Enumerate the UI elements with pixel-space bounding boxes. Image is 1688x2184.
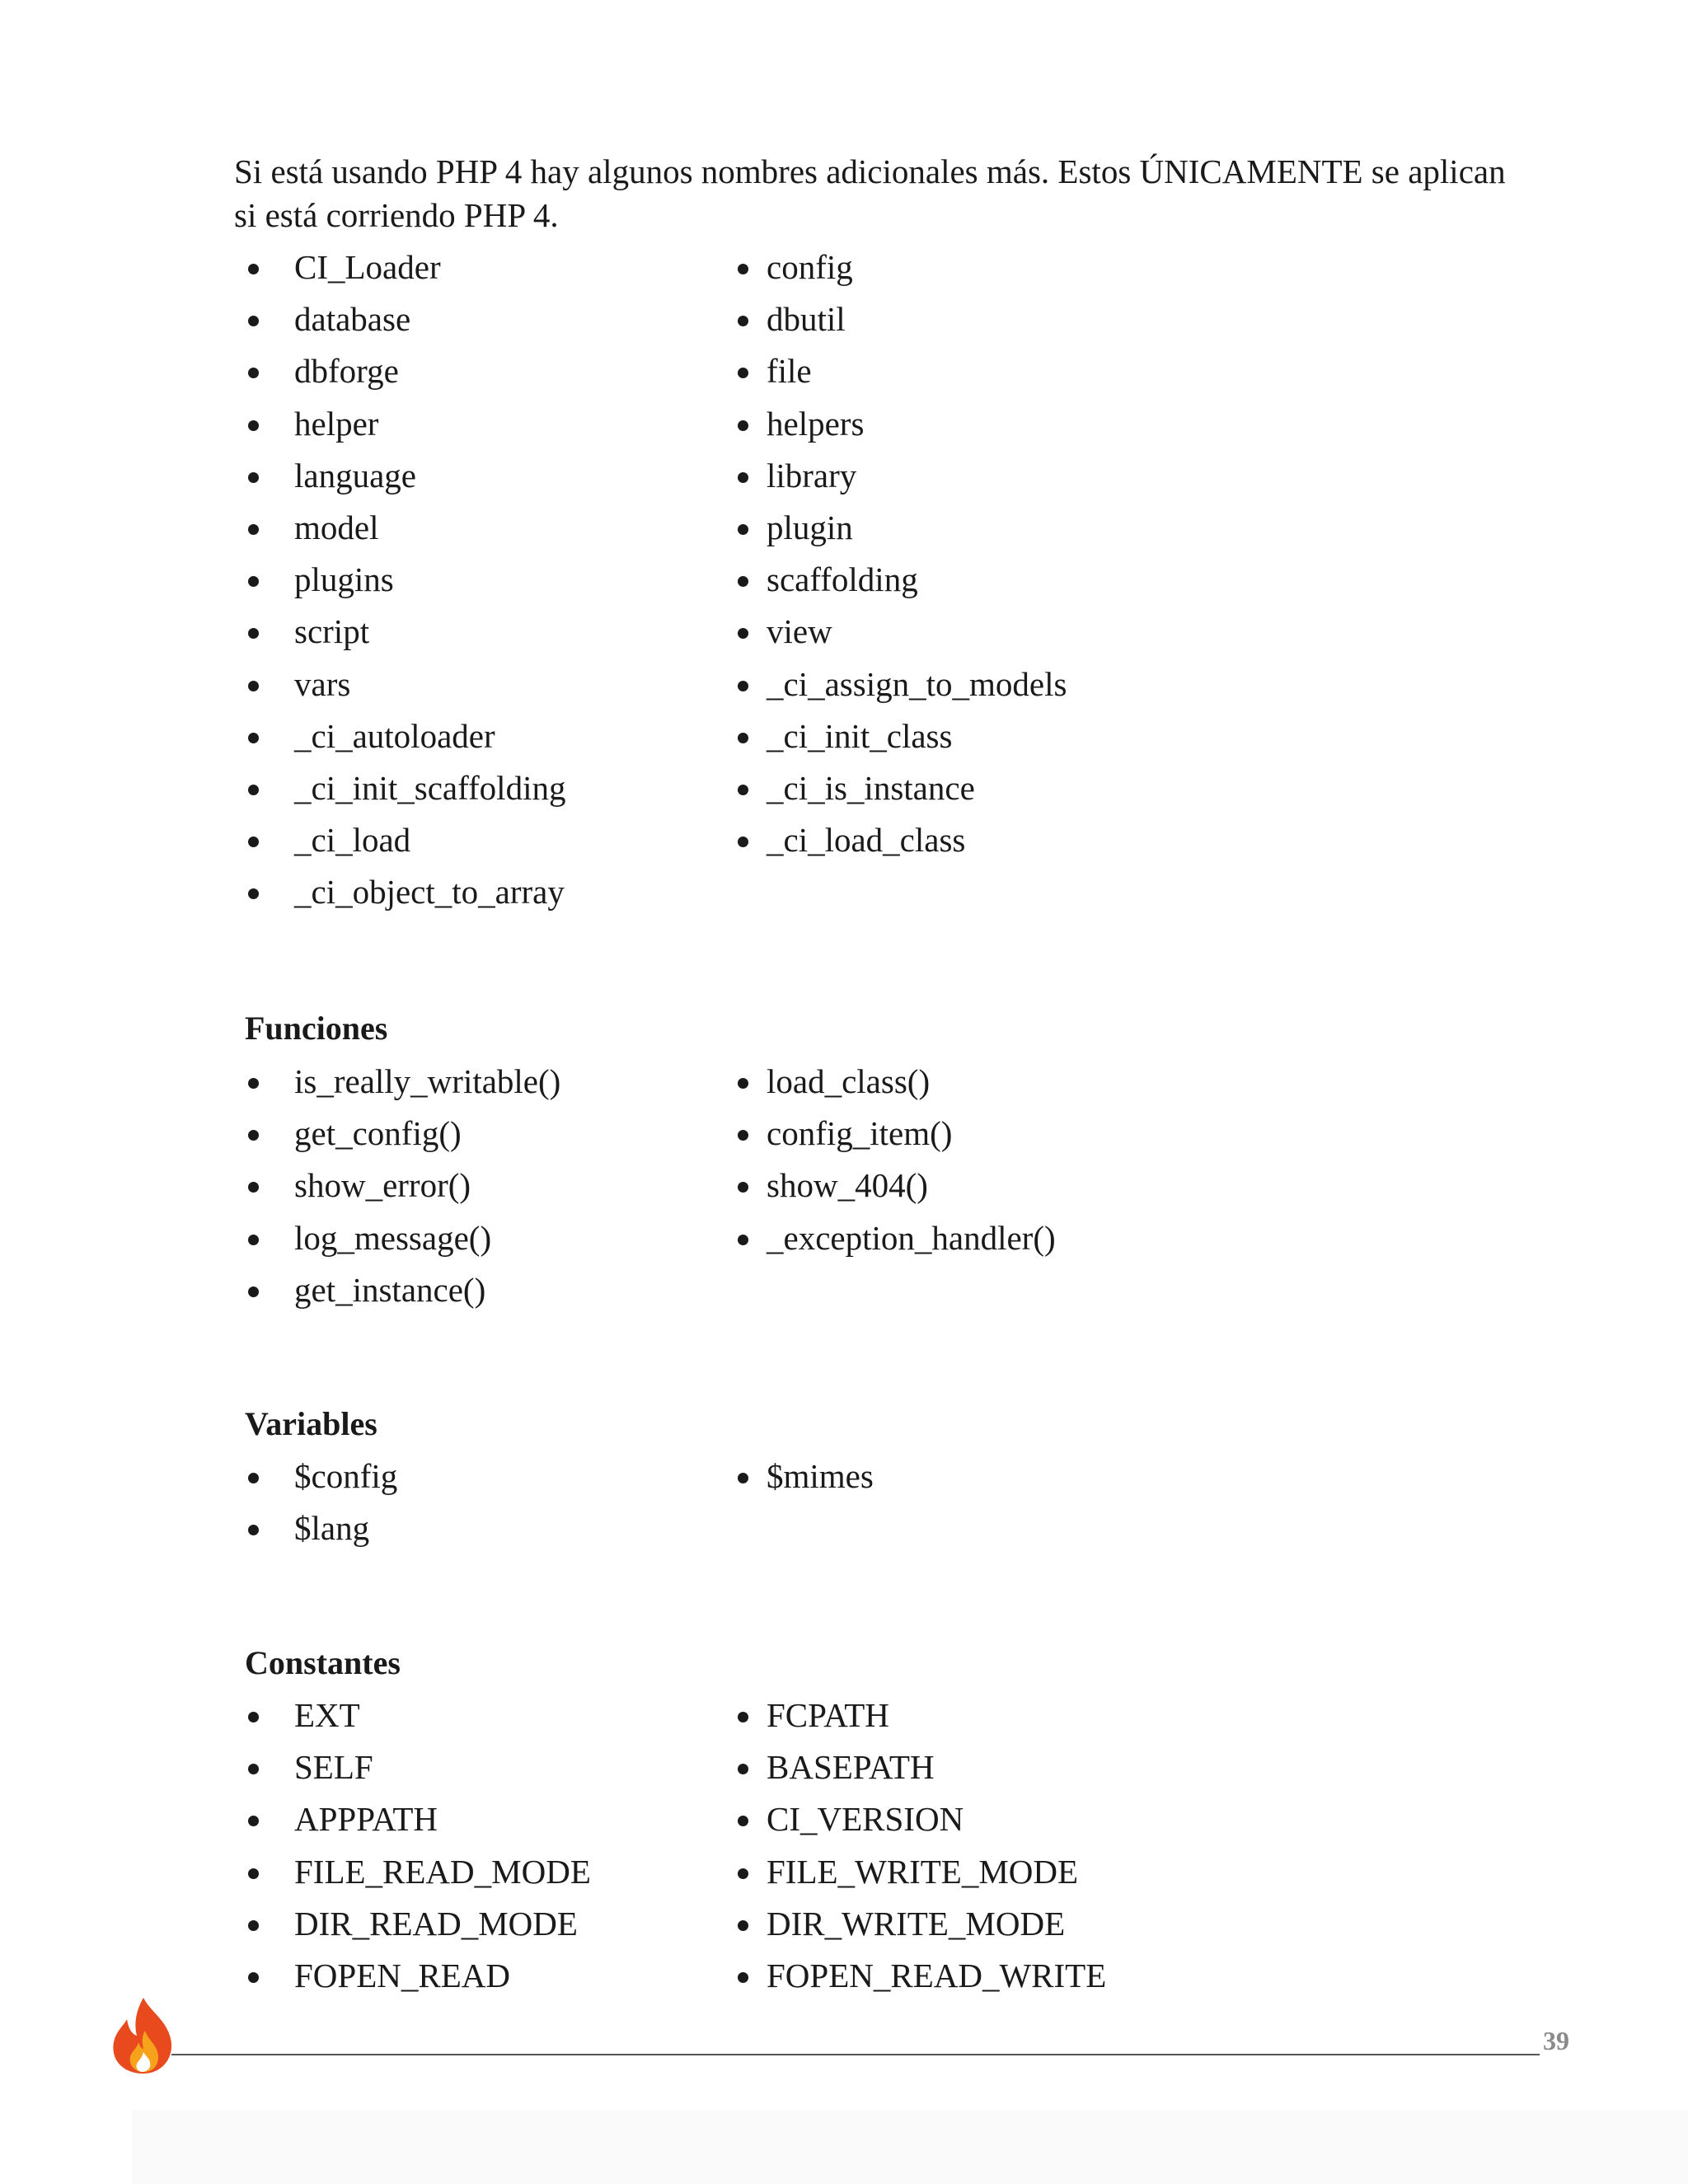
- list-item: _ci_init_class: [738, 710, 1067, 762]
- funciones-left-list: [245, 1056, 560, 1316]
- intro-paragraph: Si está usando PHP 4 hay algunos nombres adicionales más. Estos ÚNICAMENTE se aplican si está corriendo PHP 4.: [234, 152, 1506, 234]
- list-item: library: [738, 450, 1067, 502]
- variables-left-list: [245, 1451, 397, 1554]
- list-item: show_error(): [245, 1160, 560, 1212]
- list-item: FOPEN_READ_WRITE: [738, 1950, 1106, 2002]
- list-item: _ci_init_scaffolding: [245, 762, 565, 814]
- variables-right-list: [738, 1451, 874, 1502]
- list-item: $lang: [245, 1502, 397, 1554]
- list-item: load_class(): [738, 1056, 1056, 1108]
- list-item: EXT: [245, 1690, 591, 1741]
- list-item: $mimes: [738, 1451, 874, 1502]
- list-item: config_item(): [738, 1108, 1056, 1160]
- constantes-left-list: [245, 1690, 591, 2002]
- php4-names-left-list: [245, 241, 565, 918]
- list-item: view: [738, 606, 1067, 658]
- list-item: helper: [245, 398, 565, 450]
- constantes-heading: Constantes: [245, 1644, 401, 1681]
- funciones-right-list: [738, 1056, 1056, 1264]
- list-item: _ci_is_instance: [738, 762, 1067, 814]
- list-item: model: [245, 502, 565, 554]
- list-item: dbforge: [245, 345, 565, 397]
- list-item: FCPATH: [738, 1690, 1106, 1741]
- list-item: plugin: [738, 502, 1067, 554]
- list-item: helpers: [738, 398, 1067, 450]
- list-item: FILE_WRITE_MODE: [738, 1846, 1106, 1898]
- list-item: is_really_writable(): [245, 1056, 560, 1108]
- list-item: CI_VERSION: [738, 1793, 1106, 1845]
- footer-rule: [171, 2054, 1540, 2055]
- list-item: show_404(): [738, 1160, 1056, 1212]
- list-item: CI_Loader: [245, 241, 565, 293]
- list-item: language: [245, 450, 565, 502]
- list-item: script: [245, 606, 565, 658]
- list-item: _ci_autoloader: [245, 710, 565, 762]
- list-item: scaffolding: [738, 554, 1067, 606]
- list-item: _exception_handler(): [738, 1212, 1056, 1264]
- flame-logo-icon: [104, 1994, 183, 2077]
- list-item: plugins: [245, 554, 565, 606]
- list-item: APPPATH: [245, 1793, 591, 1845]
- list-item: database: [245, 293, 565, 345]
- list-item: DIR_WRITE_MODE: [738, 1898, 1106, 1950]
- list-item: get_config(): [245, 1108, 560, 1160]
- variables-heading: Variables: [245, 1405, 377, 1442]
- list-item: DIR_READ_MODE: [245, 1898, 591, 1950]
- constantes-right-list: [738, 1690, 1106, 2002]
- list-item: dbutil: [738, 293, 1067, 345]
- list-item: _ci_object_to_array: [245, 866, 565, 918]
- list-item: SELF: [245, 1741, 591, 1793]
- list-item: vars: [245, 658, 565, 710]
- funciones-heading: Funciones: [245, 1010, 388, 1047]
- list-item: FOPEN_READ: [245, 1950, 591, 2002]
- list-item: _ci_load: [245, 814, 565, 866]
- list-item: get_instance(): [245, 1264, 560, 1316]
- php4-names-right-list: [738, 241, 1067, 866]
- list-item: config: [738, 241, 1067, 293]
- list-item: _ci_load_class: [738, 814, 1067, 866]
- page-number: 39: [1543, 2026, 1569, 2055]
- list-item: $config: [245, 1451, 397, 1502]
- list-item: log_message(): [245, 1212, 560, 1264]
- list-item: file: [738, 345, 1067, 397]
- list-item: BASEPATH: [738, 1741, 1106, 1793]
- list-item: _ci_assign_to_models: [738, 658, 1067, 710]
- list-item: FILE_READ_MODE: [245, 1846, 591, 1898]
- page-bottom-shade: [132, 2110, 1688, 2184]
